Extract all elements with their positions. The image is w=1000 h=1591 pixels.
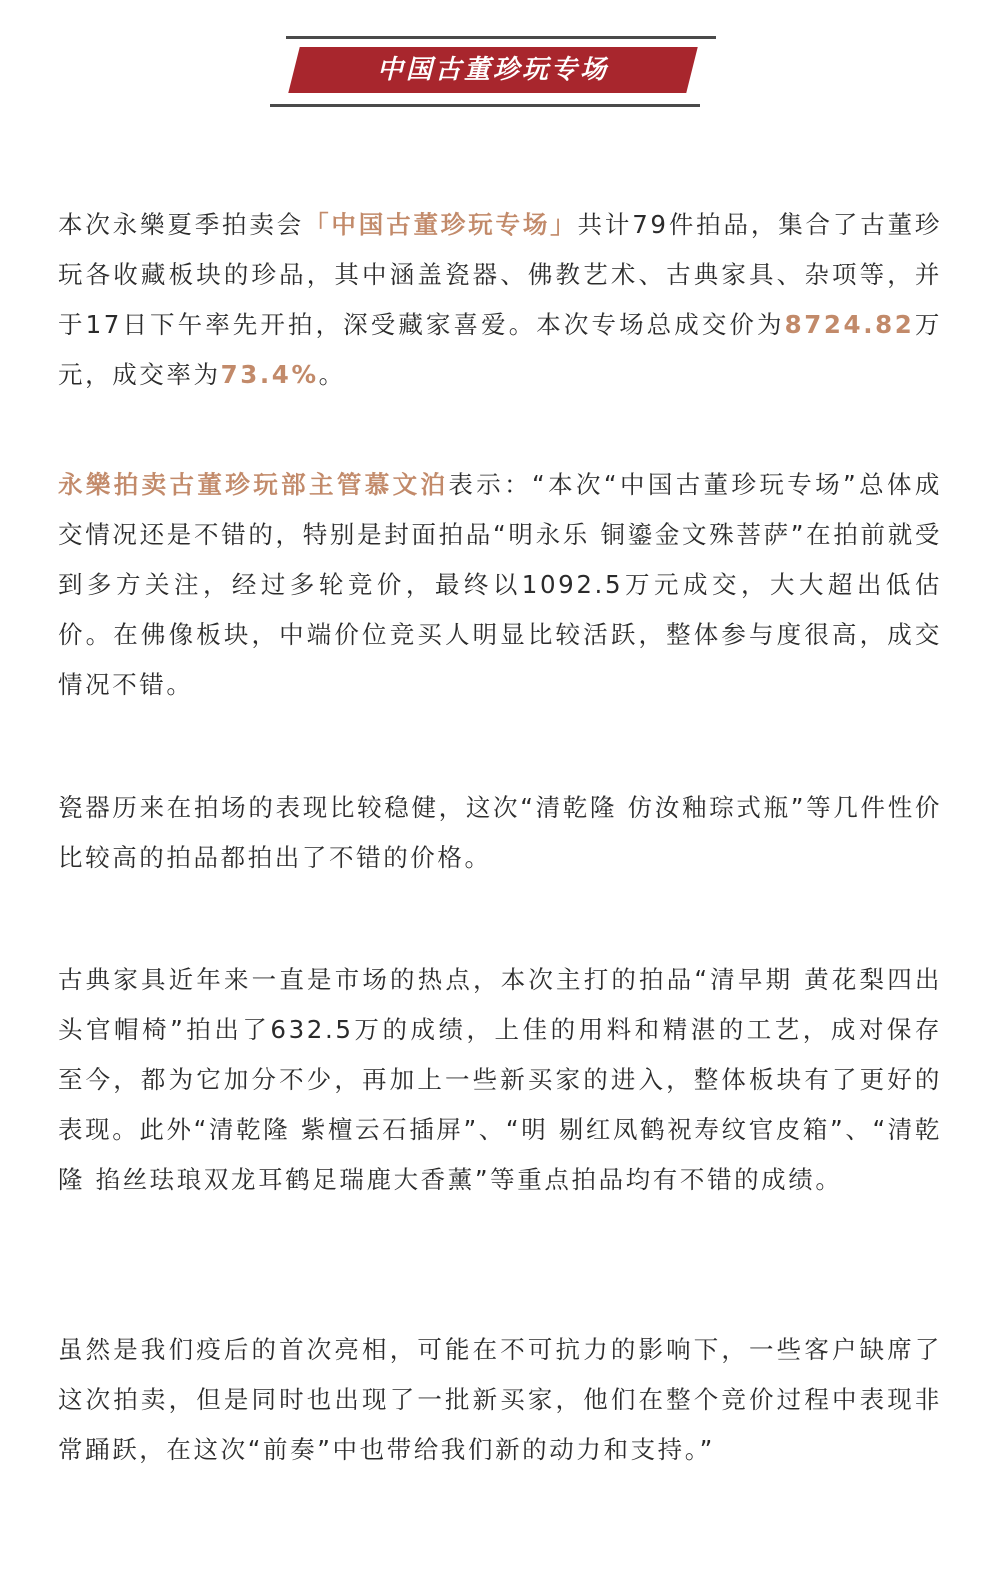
text: 。 <box>318 360 346 389</box>
text: 表示：“本次“中国古董珍玩专场”总体成交情况还是不错的，特别是封面拍品“明永乐 铜鎏金文殊菩萨”在拍前就受到多方关注，经过多轮竞价，最终以1092.5万元成交，大大超出低估价。在佛像板块，中端价位竞买人明显比较活跃，整体参与度很高，成交情况不错。 <box>58 470 942 699</box>
header-bottom-rule <box>270 104 700 107</box>
paragraph-summary <box>58 200 942 400</box>
highlight-speaker: 永樂拍卖古董珍玩部主管慕文泊 <box>58 470 449 499</box>
highlight-total-value: 8724.82 <box>784 310 915 339</box>
paragraph-furniture: 古典家具近年来一直是市场的热点，本次主打的拍品“清早期 黄花梨四出头官帽椅”拍出了632.5万的成绩，上佳的用料和精湛的工艺，成对保存至今，都为它加分不少，再加上一些新买家的进入，整体板块有了更好的表现。此外“清乾隆 紫檀云石插屏”、“明 剔红凤鹤祝寿纹官皮箱”、“清乾隆 掐丝珐琅双龙耳鹤足瑞鹿大香薰”等重点拍品均有不错的成绩。 <box>58 965 942 1194</box>
highlight-session-name: 「中国古董珍玩专场」 <box>304 210 578 239</box>
text: 万元，成交率为 <box>58 310 942 389</box>
text: 共计79件拍品，集合了古董珍玩各收藏板块的珍品，其中涵盖瓷器、佛教艺术、古典家具、杂项等，并于17日下午率先开拍，深受藏家喜爱。本次专场总成交价为 <box>58 210 943 339</box>
header-top-rule <box>286 36 716 39</box>
paragraph-closing: 虽然是我们疫后的首次亮相，可能在不可抗力的影响下，一些客户缺席了这次拍卖，但是同时也出现了一批新买家，他们在整个竞价过程中表现非常踊跃，在这次“前奏”中也带给我们新的动力和支持。” <box>58 1335 942 1464</box>
paragraph-quote <box>58 460 942 710</box>
header-title: 中国古董珍玩专场 <box>376 55 609 85</box>
section-header <box>270 36 716 108</box>
text: 本次永樂夏季拍卖会 <box>58 210 305 239</box>
highlight-sell-through-rate: 73.4% <box>220 360 319 389</box>
paragraph-porcelain: 瓷器历来在拍场的表现比较稳健，这次“清乾隆 仿汝釉琮式瓶”等几件性价比较高的拍品都拍出了不错的价格。 <box>58 793 942 872</box>
